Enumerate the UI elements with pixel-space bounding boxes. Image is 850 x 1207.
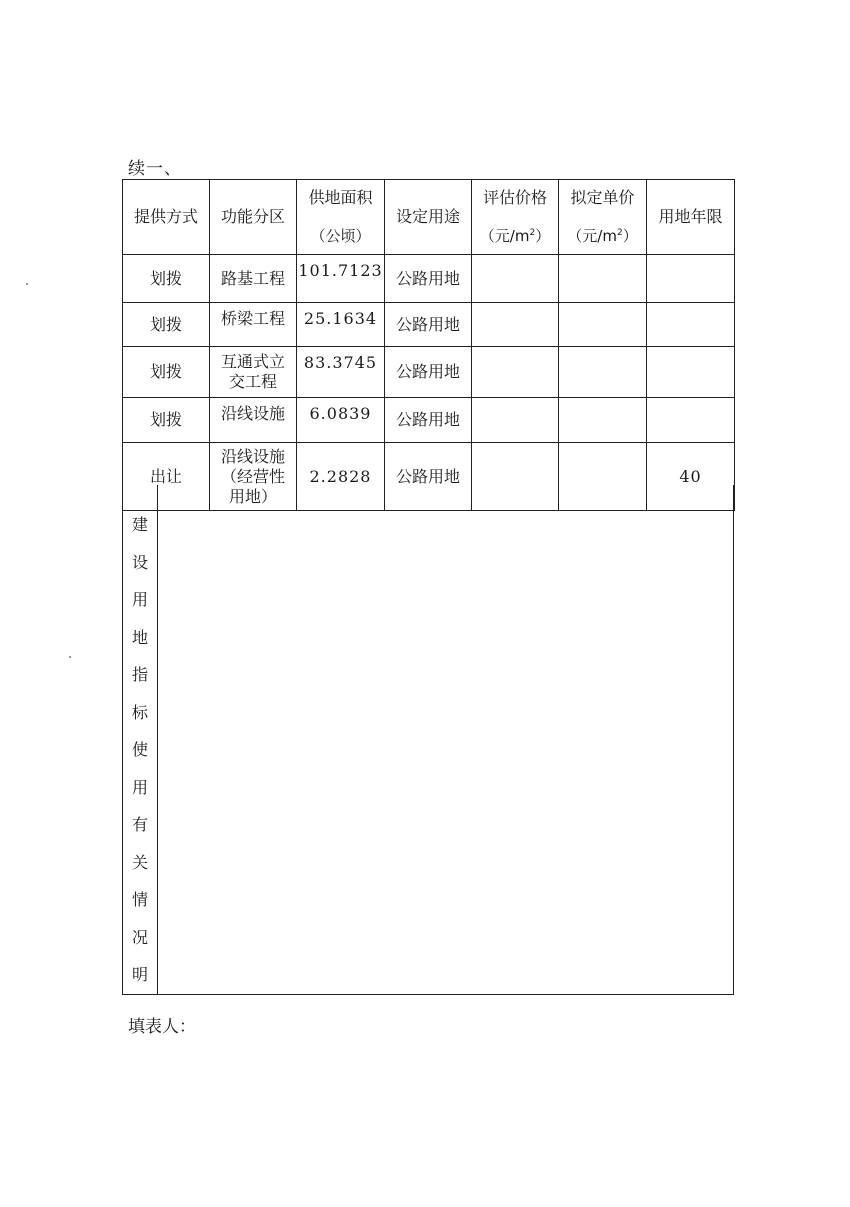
cell-area: 6.0839 <box>297 398 385 443</box>
table-row <box>123 255 735 303</box>
cell-function-zone: 桥梁工程 <box>210 303 297 347</box>
cell-proposed-price <box>559 303 647 347</box>
table-header-row <box>123 180 735 255</box>
cell-supply-method: 划拨 <box>123 303 210 347</box>
cell-term <box>647 255 735 303</box>
cell-assessed-price <box>472 303 559 347</box>
cell-assessed-price <box>472 347 559 398</box>
scan-speck <box>26 283 28 285</box>
cell-term <box>647 303 735 347</box>
header-supply-area-unit: （公顷） <box>310 227 371 246</box>
cell-use: 公路用地 <box>385 443 472 511</box>
land-supply-table <box>122 179 735 511</box>
header-supply-method: 提供方式 <box>123 180 210 255</box>
cell-supply-method: 出让 <box>123 443 210 511</box>
header-assessed-price-unit: （元$/m^2$） <box>479 227 551 246</box>
header-designated-use: 设定用途 <box>385 180 472 255</box>
header-assessed-price-title: 评估价格 <box>482 188 547 207</box>
cell-assessed-price <box>472 255 559 303</box>
cell-use: 公路用地 <box>385 255 472 303</box>
cell-use: 公路用地 <box>385 303 472 347</box>
table-row <box>123 303 735 347</box>
cell-function-zone: 互通式立 交工程 <box>210 347 297 398</box>
description-label: 建 设 用 地 指 标 使 用 有 关 情 况 明 <box>123 485 158 994</box>
cell-area: 101.7123 <box>297 255 385 303</box>
header-land-term: 用地年限 <box>647 180 735 255</box>
cell-term: 40 <box>647 443 735 511</box>
cell-term <box>647 398 735 443</box>
cell-area: 2.2828 <box>297 443 385 511</box>
table-row <box>123 398 735 443</box>
cell-use: 公路用地 <box>385 347 472 398</box>
cell-use: 公路用地 <box>385 398 472 443</box>
cell-function-zone: 沿线设施 <box>210 398 297 443</box>
header-assessed-price <box>472 180 559 255</box>
cell-area: 83.3745 <box>297 347 385 398</box>
header-function-zone: 功能分区 <box>210 180 297 255</box>
header-supply-area <box>297 180 385 255</box>
header-proposed-price <box>559 180 647 255</box>
continued-label: 续一、 <box>128 159 182 179</box>
cell-supply-method: 划拨 <box>123 347 210 398</box>
header-proposed-price-title: 拟定单价 <box>570 188 635 207</box>
header-supply-area-title: 供地面积 <box>308 188 373 207</box>
cell-proposed-price <box>559 347 647 398</box>
header-proposed-price-unit: （元$/m^2$） <box>567 227 638 246</box>
cell-supply-method: 划拨 <box>123 255 210 303</box>
form-filler-label: 填表人： <box>128 1017 196 1037</box>
cell-function-zone: 路基工程 <box>210 255 297 303</box>
description-content <box>159 485 733 994</box>
cell-area: 25.1634 <box>297 303 385 347</box>
table-row <box>123 347 735 398</box>
cell-proposed-price <box>559 255 647 303</box>
description-section <box>122 485 734 995</box>
cell-proposed-price <box>559 398 647 443</box>
cell-supply-method: 划拨 <box>123 398 210 443</box>
scan-speck <box>69 656 71 658</box>
cell-function-zone: 沿线设施 （经营性 用地） <box>210 443 297 511</box>
cell-assessed-price <box>472 398 559 443</box>
cell-term <box>647 347 735 398</box>
